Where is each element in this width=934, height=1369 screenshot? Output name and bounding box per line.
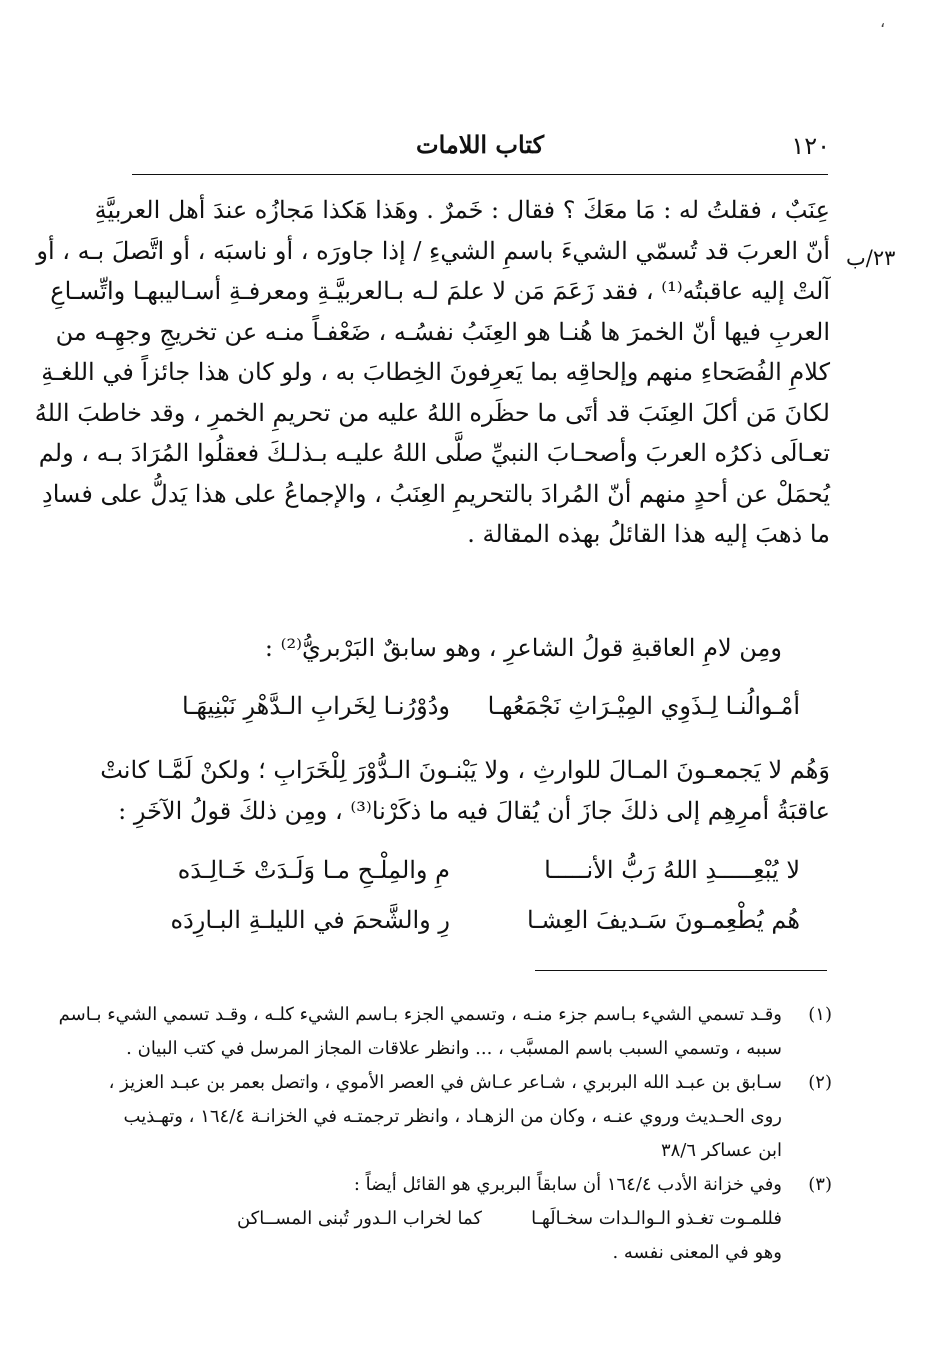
verse-first-hemistich: أمْـوالُنـا لِـذَوِي المِيْـرَاثِ نَجْمَعُهـا [487,692,800,720]
page-number: ١٢٠ [791,132,830,160]
page-header [130,128,830,168]
manuscript-folio-marker: ٢٣/ب [846,246,896,270]
text-line: تعـالَى ذكرُه العربَ وأصحـابَ النبيِّ صلَّى اللهُ عليـه بـذلـكَ فعقلُوا المُرَادَ بـه ، ولم [38,439,830,467]
text-line: عِنَبٌ ، فقلتُ له : مَا معَكَ ؟ فقال : خَمرٌ . وهَذا هَكذا مَجازُه عندَ أهل العربيَّةِ [94,196,830,224]
text-line: لكانَ مَن أكلَ العِنَبَ قد أتَى ما حظَره اللهُ عليه من تحريمِ الخمرِ ، وقد خاطبَ اللهُ [34,398,830,427]
verse-line-1 [150,688,800,724]
footnote-line: سـابق بن عبـد الله البربري ، شـاعر عـاش في العصر الأموي ، واتصل بعمر بن عبـد العزيز ، [108,1072,782,1093]
verse-second-hemistich: ودُوْرُنـا لِخَرابِ الـدَّهْرِ نَبْنِيهَـا [182,692,450,720]
footnote-verse [132,1202,782,1236]
text-line: كلامِ الفُصَحاءِ منهم وإلحاقِه بما يَعرِفونَ الخِطابَ به ، ولو كان هذا جائزاً في اللغـةِ [41,358,830,386]
text-line: وَهُم لا يَجمعـونَ المـالَ للوارثِ ، ولا يَبْنـونَ الـدُّوْرَ لِلْخَرَابِ ؛ ولكنْ لَمَّـا كانتْ [100,756,830,784]
main-paragraph [34,190,830,555]
text-line: ما ذهبَ إليه هذا القائلُ بهذه المقالة . [467,520,830,548]
footnotes [58,998,832,1270]
footnote-line: وقـد تسمي الشيء بـاسم جزء منـه ، وتسمي الجزء بـاسم الشيء كلـه ، وقـد تسمي الشيء بـاسم [58,1004,782,1025]
verse-second-hemistich: رِ والشَّحمَ في الليلـةِ البـارِدَه [170,906,450,934]
footnote-line: وهو في المعنى نفسه . [612,1242,782,1263]
book-title: كتاب اللامات [416,130,544,159]
header-rule [132,174,828,175]
footnote-line: ابن عساكر ٣٨/٦ [660,1140,782,1161]
footnote-3-continuation [132,1236,832,1270]
verse-line-2 [150,852,800,888]
verse-first-hemistich: لا يُبْعِـــــدِ اللهُ رَبُّ الأنـــــا [544,856,800,884]
text-line: عاقبَةُ أمرِهِم إلى ذلكَ جازَ أن يُقالَ فيه ما ذكَرْنا⁽³⁾ ، ومِن ذلكَ قولُ الآخَرِ : [118,796,830,825]
text-line: آلتْ إليه عاقبتُه⁽¹⁾ ، فقد زَعَمَ مَن لا علمَ لـه بـالعربيَّـةِ ومعرفـةِ أسـاليبهـا واتِّسـاعِ [50,277,830,305]
explanation-paragraph [100,750,830,831]
footnote-number: (٢) [808,1072,832,1093]
verse-first-hemistich: هُم يُطْعِمـونَ سَـديفَ العِشـا [527,906,800,934]
verse-first-hemistich: فللمـوت تغـذو الـوالـدات سخـالَهـا [531,1208,782,1229]
footnote-3 [132,1168,832,1202]
footnote-separator [535,970,827,971]
footnote-line: روى الحـديث وروي عنـه ، وكان من الزهـاد ، وانظر ترجمتـه في الخزانـة ١٦٤/٤ ، وتهـذيب [123,1106,782,1127]
verse-line-3 [150,902,800,938]
text-line: العربِ فيها أنّ الخمرَ ها هُنـا هو العِنَبُ نفسُـه ، ضَعْفـاً منـه عن تخريجِ وجهِـه من [55,317,830,346]
verse-introduction: ومِن لامِ العاقبةِ قولُ الشاعرِ ، وهو سابقٌ البَرْبريُّ⁽²⁾ : [264,634,782,662]
text-line: يُحمَلْ عن أحدٍ منهم أنّ المُرادَ بالتحريمِ العِنَبُ ، والإجماعُ على هذا يَدلُّ على فسادِ [42,479,830,508]
verse-second-hemistich: كما لخراب الـدور تُبنى المســاكن [236,1208,482,1229]
footnote-number: (١) [808,1004,832,1025]
footnote-line: سببه ، وتسمي السبب باسم المسبَّب ، ... وانظر علاقات المجاز المرسل في كتب البيان . [126,1038,782,1059]
footnote-number: (٣) [808,1174,832,1195]
footnote-2 [108,1066,832,1168]
footnote-line: وفي خزانة الأدب ١٦٤/٤ أن سابقاً البربري هو القائل أيضاً : [353,1174,782,1195]
verse-second-hemistich: مِ والمِلْـحِ مـا وَلَـدَتْ خَـالِـدَه [177,856,450,884]
footnote-1 [58,998,832,1066]
text-line: أنّ العربَ قد تُسمّي الشيءَ باسمِ الشيءِ / إذا جاورَه ، أو ناسبَه ، أو اتَّصلَ بـه ، أو [36,236,830,265]
corner-mark: ، [880,12,886,31]
